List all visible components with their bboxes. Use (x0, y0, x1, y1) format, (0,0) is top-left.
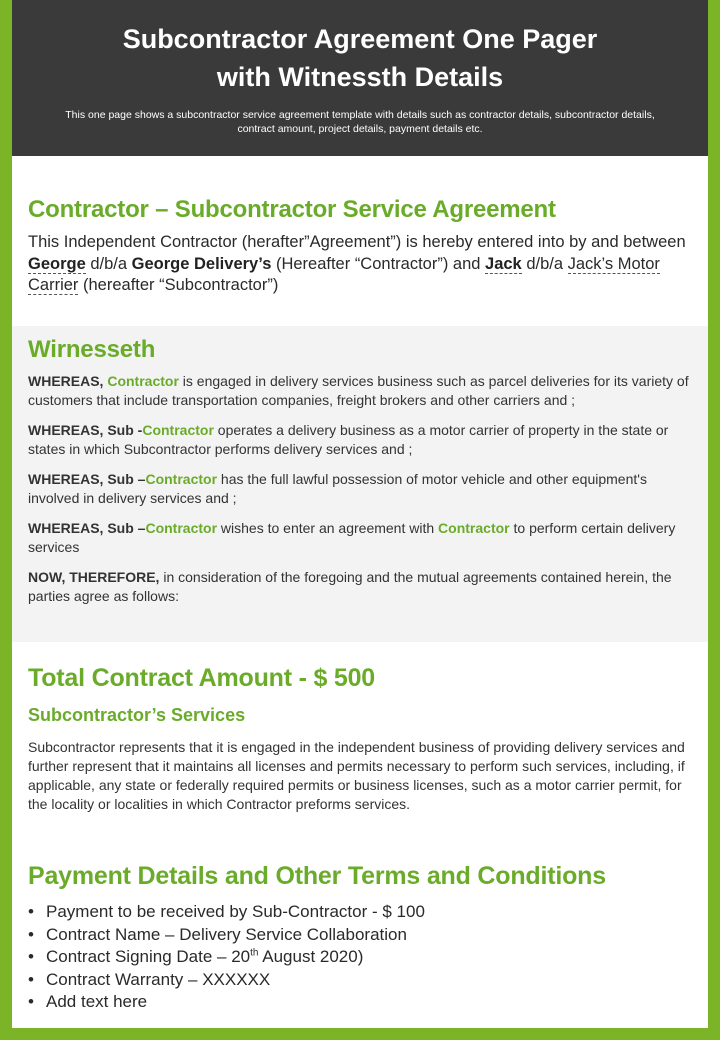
payment-heading: Payment Details and Other Terms and Conditions (28, 862, 606, 890)
clause-keyword: Contractor (145, 471, 218, 487)
therefore-clause (28, 568, 692, 605)
agreement-intro-text (28, 232, 692, 297)
clause-text: has the full lawful possession of motor vehicle and other equipment's involved in delivery services and ; (28, 471, 647, 506)
page-header (12, 0, 708, 156)
signing-date-rest: August 2020) (258, 947, 364, 966)
intro-text-1: This Independent Contractor (herafter”Agreement”) is hereby entered into by and between (28, 233, 686, 251)
list-item (28, 946, 692, 969)
clause-lead: NOW, THEREFORE, (28, 569, 160, 585)
witness-heading: Wirnesseth (28, 336, 156, 363)
clause-text: is engaged in delivery services business such as parcel deliveries for its variety of customers that include transportation companies, freight brokers and other carriers and ; (28, 373, 689, 408)
contractor-name: George (28, 254, 86, 273)
date-ordinal: th (250, 947, 259, 959)
clause-keyword: Contractor (107, 373, 179, 389)
clause-keyword: Contractor (145, 520, 218, 536)
services-text: Subcontractor represents that it is engaged in the independent business of providing delivery services and further represent that it maintains all licenses and permits necessary to perform such services, including, if applicable, any state or federally required permits or business licenses, such as a motor carrier permit, for the locality or localities in which Contractor preforms services. (28, 739, 685, 812)
intro-text-3: (Hereafter “Contractor”) and (271, 254, 486, 273)
witness-section (12, 326, 708, 642)
page-subtitle: This one page shows a subcontractor service agreement template with details such as contractor details, subcontractor details, contract amount, project details, payment details etc. (65, 109, 655, 135)
payment-section (12, 862, 708, 1014)
list-item: • Payment to be received by Sub-Contractor - $ 100 (28, 901, 692, 924)
clause-lead: WHEREAS, Sub – (28, 471, 146, 487)
whereas-clause-1 (28, 372, 692, 409)
list-item: • Contract Warranty – XXXXXX (28, 969, 692, 992)
clause-lead: WHEREAS, (28, 373, 108, 389)
signing-date-text: Contract Signing Date – 20 (46, 947, 251, 966)
page-title: Subcontractor Agreement One Pager with Witnessth Details (122, 24, 598, 92)
list-item: • Add text here (28, 991, 692, 1014)
clause-keyword: Contractor (142, 422, 214, 438)
clause-text: in consideration of the foregoing and the mutual agreements contained herein, the parties agree as follows: (28, 569, 672, 604)
whereas-clause-4 (28, 519, 692, 556)
list-item: • Contract Name – Delivery Service Collaboration (28, 924, 692, 947)
agreement-heading: Contractor – Subcontractor Service Agreement (28, 196, 556, 223)
clause-keyword: Contractor (438, 520, 510, 536)
clause-lead: WHEREAS, Sub - (28, 422, 143, 438)
intro-text-5: (hereafter “Subcontractor”) (78, 276, 279, 294)
contractor-business: George Delivery’s (131, 254, 272, 273)
clause-lead: WHEREAS, Sub – (28, 520, 146, 536)
agreement-intro-section (12, 192, 708, 322)
whereas-clause-2 (28, 421, 692, 458)
contract-amount-section (12, 664, 708, 814)
intro-text-4: d/b/a (521, 254, 568, 273)
intro-text-2: d/b/a (85, 254, 132, 273)
payment-terms-list (28, 901, 692, 1014)
clause-text: operates a delivery business as a motor carrier of property in the state or states in which Subcontractor performs delivery services and ; (28, 422, 669, 457)
document-page (12, 0, 708, 1028)
services-subheading: Subcontractor’s Services (28, 705, 246, 725)
clause-text: to perform certain delivery services (28, 520, 676, 555)
contract-amount-heading: Total Contract Amount - $ 500 (28, 664, 376, 692)
subcontractor-business: Jack’s Motor Carrier (28, 254, 660, 294)
whereas-clause-3 (28, 470, 692, 507)
subcontractor-name: Jack (485, 254, 522, 273)
clause-text: wishes to enter an agreement with (217, 520, 439, 536)
